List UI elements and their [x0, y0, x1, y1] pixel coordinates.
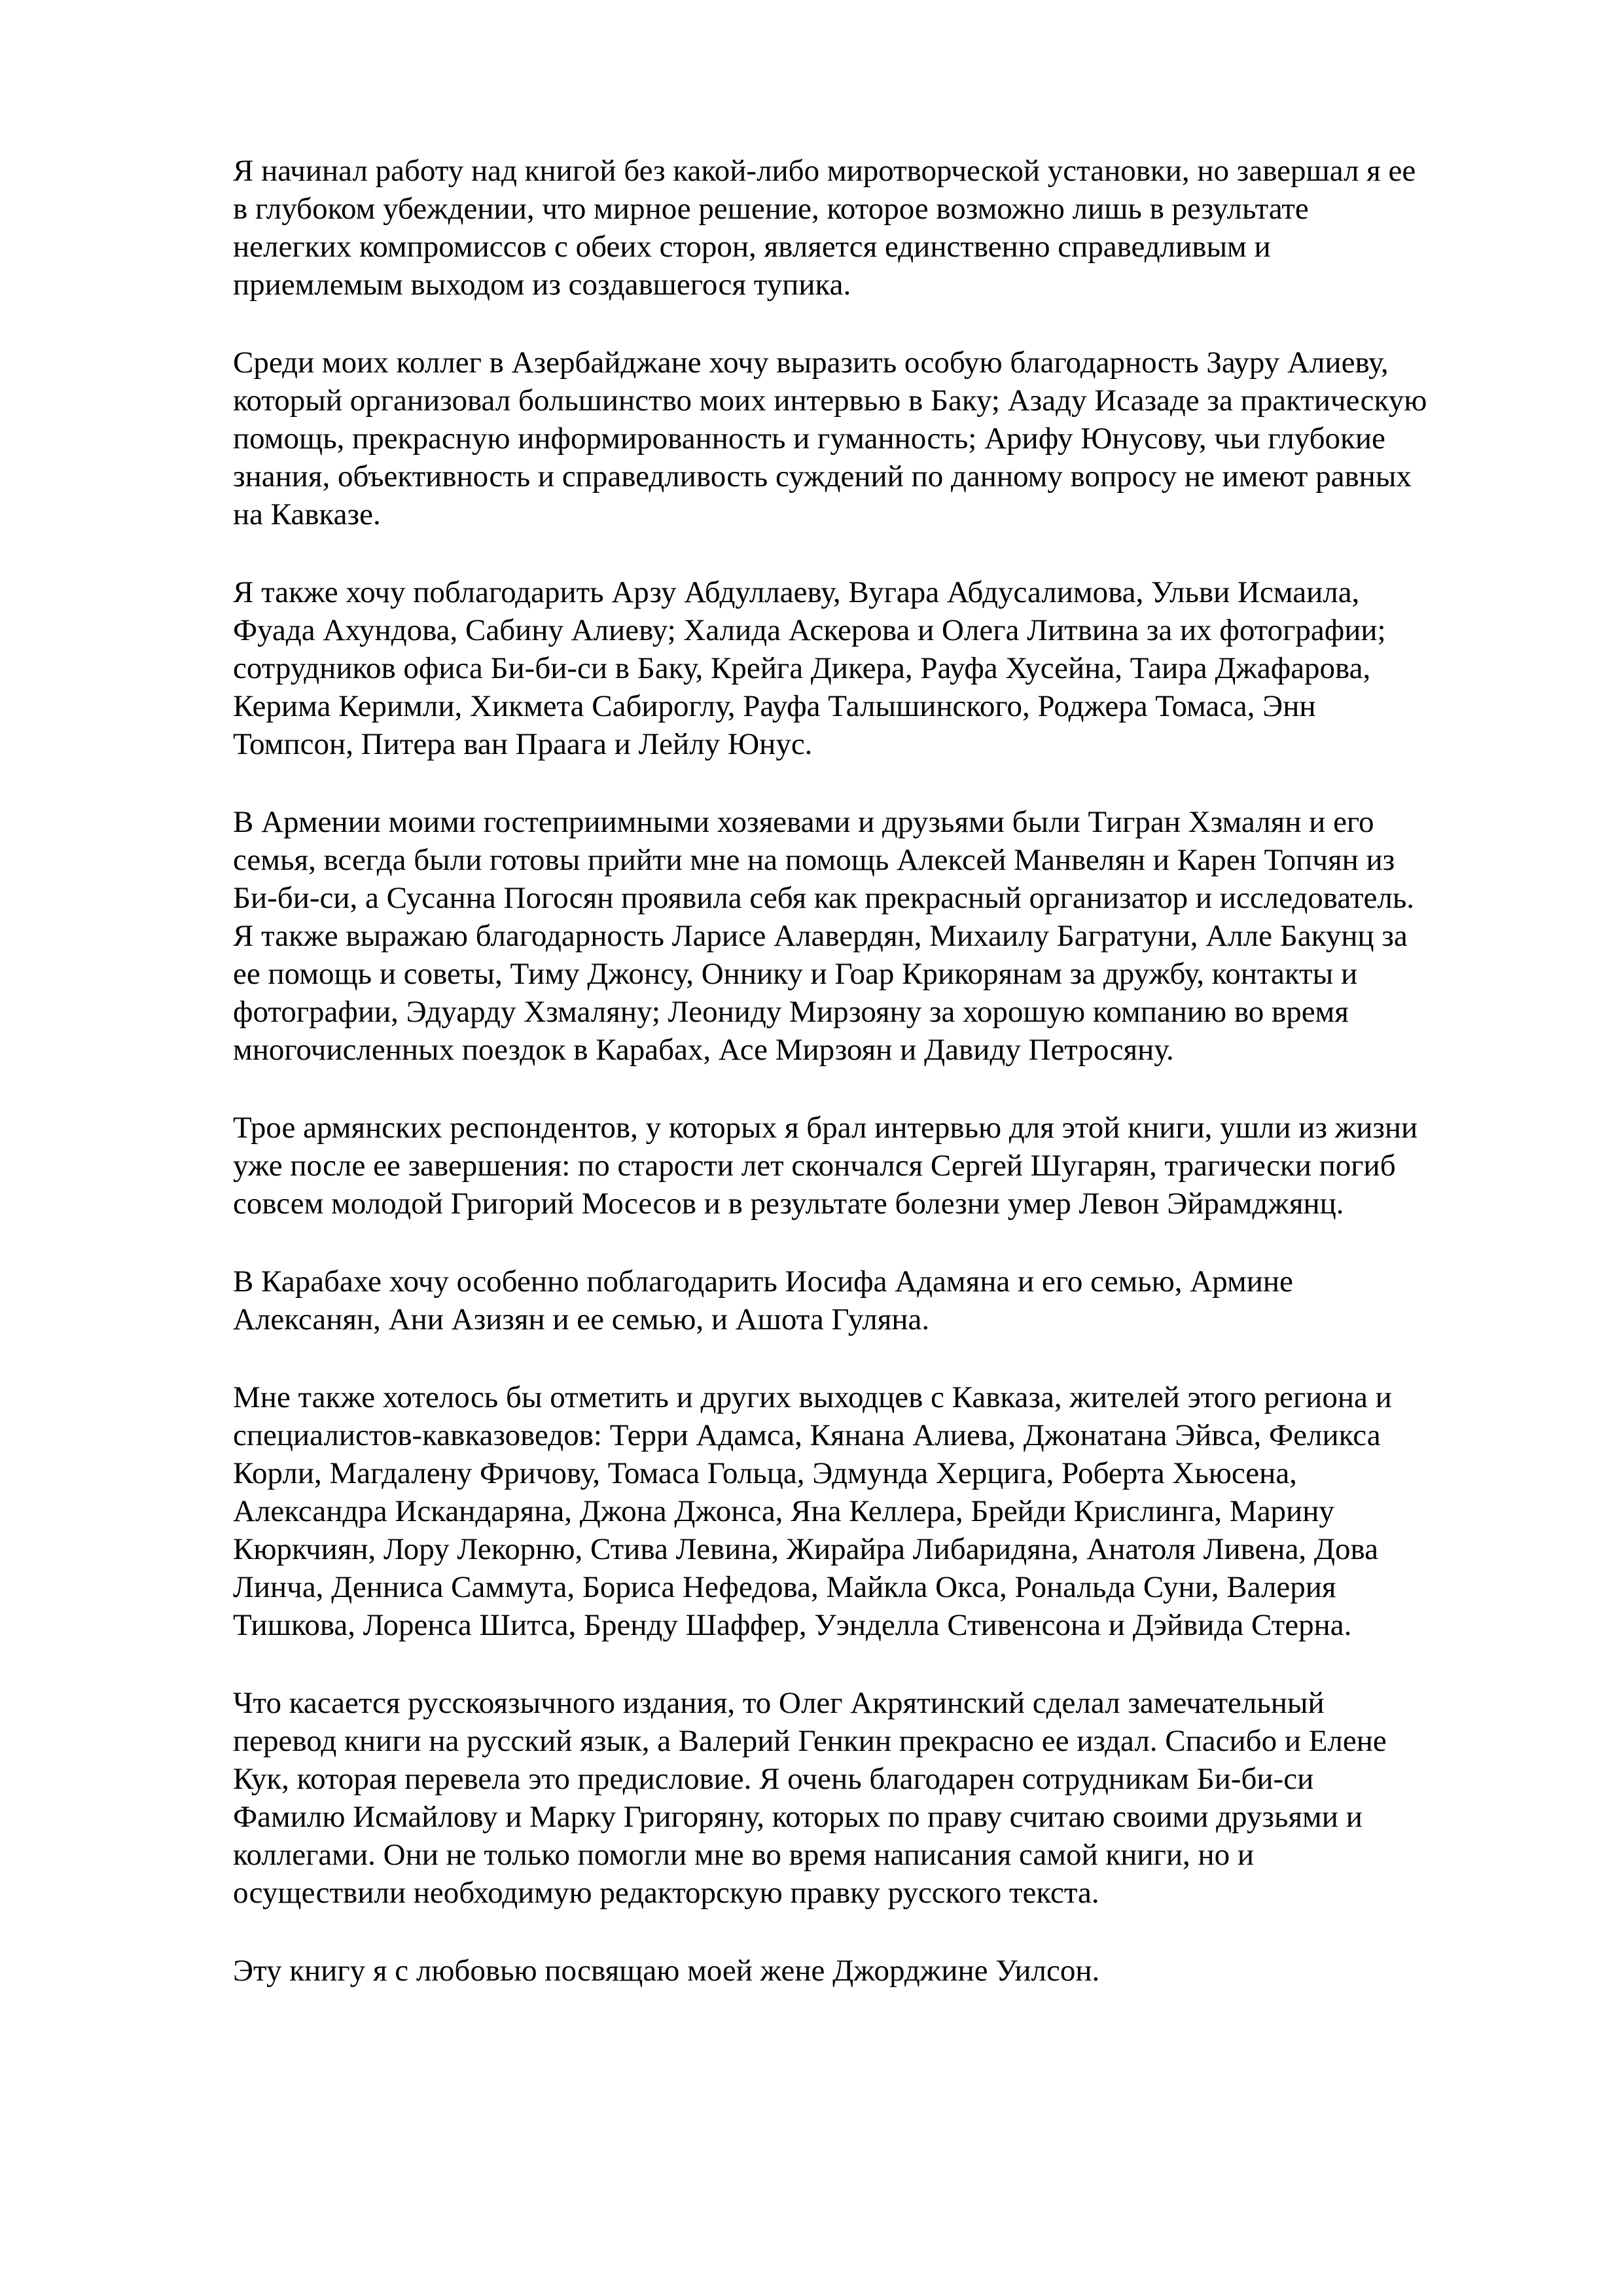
- text-line: Кюркчиян, Лору Лекорню, Стива Левина, Жирайра Либаридяна, Анатоля Ливена, Дова: [233, 1532, 1378, 1566]
- text-line: осуществили необходимую редакторскую правку русского текста.: [233, 1876, 1099, 1910]
- text-line: коллегами. Они не только помогли мне во время написания самой книги, но и: [233, 1838, 1255, 1872]
- text-line: Би-би-си, а Сусанна Погосян проявила себя как прекрасный организатор и исследователь.: [233, 881, 1415, 915]
- text-line: Эту книгу я с любовью посвящаю моей жене Джорджине Уилсон.: [233, 1954, 1100, 1988]
- text-line: многочисленных поездок в Карабах, Асе Мирзоян и Давиду Петросяну.: [233, 1033, 1174, 1067]
- text-line: Керима Керимли, Хикмета Сабироглу, Рауфа Талышинского, Роджера Томаса, Энн: [233, 689, 1316, 723]
- text-line: помощь, прекрасную информированность и гуманность; Арифу Юнусову, чьи глубокие: [233, 422, 1385, 456]
- text-line: сотрудников офиса Би-би-си в Баку, Крейга Дикера, Рауфа Хусейна, Таира Джафарова,: [233, 651, 1371, 685]
- text-line: специалистов-кавказоведов: Терри Адамса, Кянана Алиева, Джонатана Эйвса, Феликса: [233, 1418, 1381, 1452]
- text-line: перевод книги на русский язык, а Валерий Генкин прекрасно ее издал. Спасибо и Елене: [233, 1724, 1387, 1758]
- paragraph: [233, 1263, 1516, 1338]
- document-body: [233, 152, 1516, 1990]
- text-line: В Карабахе хочу особенно поблагодарить Иосифа Адамяна и его семью, Армине: [233, 1265, 1293, 1299]
- text-line: Тишкова, Лоренса Шитса, Бренду Шаффер, Уэнделла Стивенсона и Дэйвида Стерна.: [233, 1608, 1352, 1642]
- text-line: Кук, которая перевела это предисловие. Я очень благодарен сотрудникам Би-би-си: [233, 1762, 1314, 1796]
- paragraph: [233, 344, 1516, 533]
- text-line: Я также хочу поблагодарить Арзу Абдуллаеву, Вугара Абдусалимова, Ульви Исмаила,: [233, 575, 1360, 609]
- text-line: совсем молодой Григорий Мосесов и в результате болезни умер Левон Эйрамджянц.: [233, 1187, 1344, 1221]
- text-line: приемлемым выходом из создавшегося тупика.: [233, 268, 851, 302]
- text-line: фотографии, Эдуарду Хзмаляну; Леониду Мирзояну за хорошую компанию во время: [233, 995, 1349, 1029]
- text-line: Мне также хотелось бы отметить и других выходцев с Кавказа, жителей этого региона и: [233, 1380, 1392, 1414]
- text-line: Линча, Денниса Саммута, Бориса Нефедова, Майкла Окса, Рональда Суни, Валерия: [233, 1570, 1336, 1604]
- text-line: который организовал большинство моих интервью в Баку; Азаду Исазаде за практическую: [233, 384, 1427, 418]
- paragraph: [233, 1684, 1516, 1912]
- text-line: Фуада Ахундова, Сабину Алиеву; Халида Аскерова и Олега Литвина за их фотографии;: [233, 613, 1386, 647]
- paragraph: [233, 573, 1516, 763]
- paragraph: [233, 1378, 1516, 1644]
- text-line: Фамилю Исмайлову и Марку Григоряну, которых по праву считаю своими друзьями и: [233, 1800, 1363, 1834]
- text-line: знания, объективность и справедливость суждений по данному вопросу не имеют равных: [233, 459, 1412, 493]
- text-line: на Кавказе.: [233, 497, 381, 531]
- text-line: Среди моих коллег в Азербайджане хочу выразить особую благодарность Зауру Алиеву,: [233, 346, 1389, 380]
- text-line: в глубоком убеждении, что мирное решение, которое возможно лишь в результате: [233, 192, 1309, 226]
- text-line: Алексанян, Ани Азизян и ее семью, и Ашота Гуляна.: [233, 1302, 930, 1336]
- text-line: Я начинал работу над книгой без какой-либо миротворческой установки, но завершал я ее: [233, 154, 1416, 188]
- text-line: Трое армянских респондентов, у которых я брал интервью для этой книги, ушли из жизни: [233, 1111, 1418, 1145]
- text-line: Корли, Магдалену Фричову, Томаса Гольца, Эдмунда Херцига, Роберта Хьюсена,: [233, 1456, 1297, 1490]
- text-line: уже после ее завершения: по старости лет скончался Сергей Шугарян, трагически погиб: [233, 1149, 1396, 1183]
- text-line: В Армении моими гостеприимными хозяевами и друзьями были Тигран Хзмалян и его: [233, 805, 1374, 839]
- text-line: ее помощь и советы, Тиму Джонсу, Оннику и Гоар Крикорянам за дружбу, контакты и: [233, 957, 1358, 991]
- text-line: Что касается русскоязычного издания, то Олег Акрятинский сделал замечательный: [233, 1686, 1325, 1720]
- text-line: Я также выражаю благодарность Ларисе Алавердян, Михаилу Багратуни, Алле Бакунц за: [233, 919, 1408, 953]
- text-line: нелегких компромиссов с обеих сторон, является единственно справедливым и: [233, 230, 1271, 264]
- paragraph: [233, 803, 1516, 1069]
- text-line: Томпсон, Питера ван Праага и Лейлу Юнус.: [233, 727, 813, 761]
- text-line: Александра Искандаряна, Джона Джонса, Яна Келлера, Брейди Крислинга, Марину: [233, 1494, 1334, 1528]
- paragraph: [233, 1952, 1516, 1990]
- text-line: семья, всегда были готовы прийти мне на помощь Алексей Манвелян и Карен Топчян из: [233, 843, 1395, 877]
- paragraph: [233, 1109, 1516, 1223]
- paragraph: [233, 152, 1516, 304]
